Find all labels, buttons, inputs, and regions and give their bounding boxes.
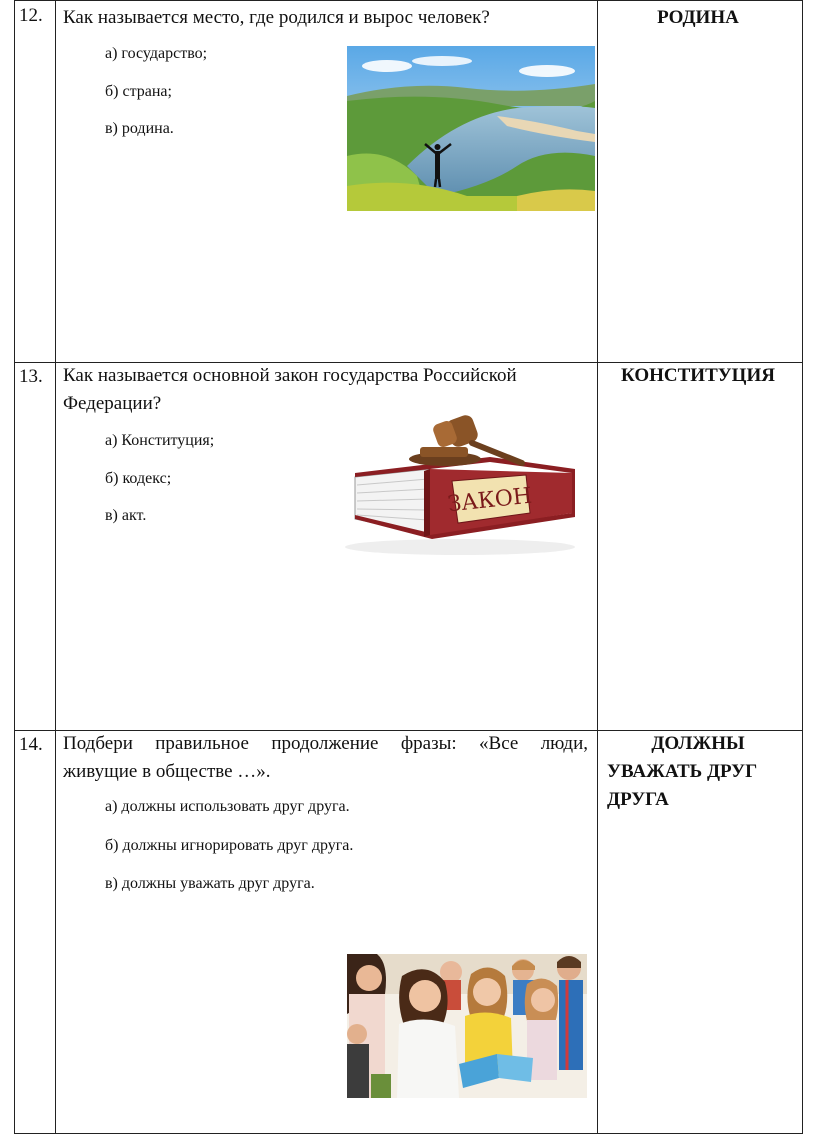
answer-text-line3: ДРУГА [607, 789, 669, 810]
question-text-line2: живущие в обществе …». [63, 761, 271, 782]
option-a: а) Конституция; [105, 432, 215, 449]
question-number: 12. [19, 5, 43, 26]
answer-text-line1: ДОЛЖНЫ [651, 733, 745, 754]
answer-text: РОДИНА [657, 7, 739, 28]
answer-text: КОНСТИТУЦИЯ [621, 365, 775, 386]
question-number: 14. [19, 734, 43, 755]
column-divider [55, 1, 56, 362]
question-row-12 [15, 0, 802, 363]
option-c: в) акт. [105, 507, 147, 524]
people-group-image [347, 954, 587, 1098]
column-divider [597, 1, 598, 362]
question-text-line2: Федерации? [63, 393, 162, 414]
option-a: а) государство; [105, 45, 208, 62]
option-b: б) страна; [105, 83, 172, 100]
question-row-13 [15, 362, 802, 731]
question-text-line1: Подбери правильное продолжение фразы: «Все люди, [63, 733, 588, 754]
option-c: в) должны уважать друг друга. [105, 875, 315, 892]
option-c: в) родина. [105, 120, 174, 137]
column-divider [55, 362, 56, 730]
question-row-14 [15, 730, 802, 1134]
landscape-river-image [347, 46, 595, 211]
option-b: б) должны игнорировать друг друга. [105, 837, 354, 854]
column-divider [55, 730, 56, 1134]
column-divider [597, 730, 598, 1134]
question-text: Как называется место, где родился и вырос человек? [63, 7, 490, 28]
answer-text-line2: УВАЖАТЬ ДРУГ [607, 761, 758, 782]
column-divider [597, 362, 598, 730]
option-b: б) кодекс; [105, 470, 172, 487]
law-book-gavel-image [340, 407, 580, 557]
book-label: ЗАКОН [446, 483, 534, 518]
option-a: а) должны использовать друг друга. [105, 798, 350, 815]
question-text-line1: Как называется основной закон государства Российской [63, 365, 517, 386]
quiz-table [14, 0, 803, 1134]
question-number: 13. [19, 366, 43, 387]
